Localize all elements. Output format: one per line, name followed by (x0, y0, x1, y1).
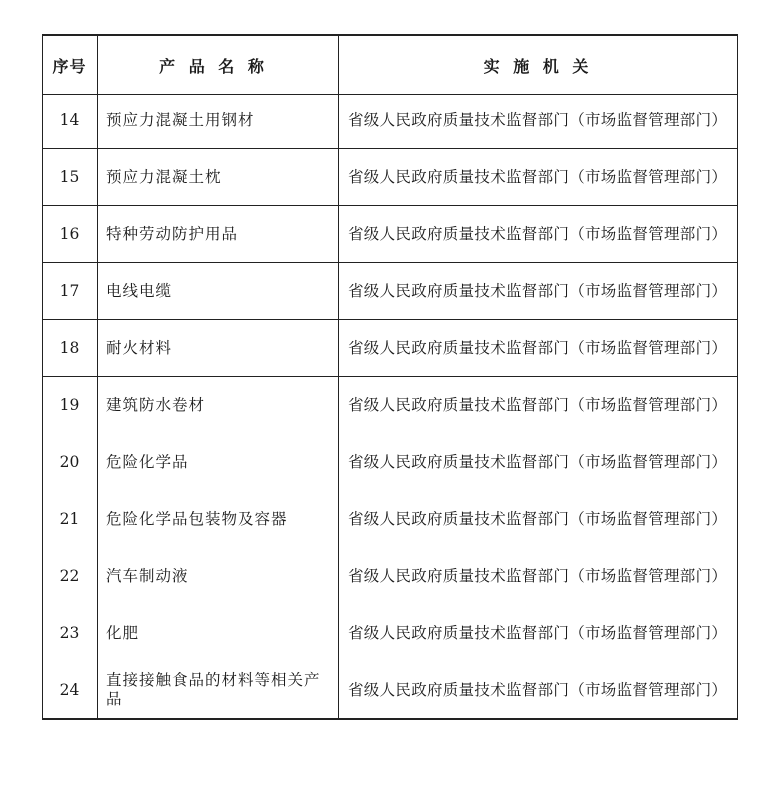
row-name: 危险化学品 (106, 453, 189, 471)
row-name-cell (97, 605, 338, 662)
header-name: 产 品 名 称 (159, 56, 268, 76)
header-no: 序号 (52, 56, 87, 76)
table-row (42, 434, 738, 491)
row-agency-cell (338, 92, 738, 148)
row-agency-cell (338, 491, 738, 548)
table-header (42, 34, 738, 95)
row-agency: 省级人民政府质量技术监督部门（市场监督管理部门） (348, 338, 728, 357)
row-no-cell (42, 662, 97, 718)
header-no-cell (42, 36, 97, 94)
row-no-cell (42, 548, 97, 605)
row-name: 特种劳动防护用品 (106, 224, 239, 243)
table-row (42, 548, 738, 605)
row-agency-cell (338, 206, 738, 262)
table-right-border (737, 34, 738, 720)
row-no: 20 (59, 453, 80, 471)
row-no: 23 (59, 624, 80, 642)
row-agency-cell (338, 149, 738, 205)
column-divider-1 (97, 34, 98, 720)
table-row (42, 263, 738, 320)
row-no-cell (42, 206, 97, 262)
table-row (42, 320, 738, 377)
row-no: 22 (59, 567, 80, 585)
row-no-cell (42, 605, 97, 662)
table-row (42, 206, 738, 263)
row-no-cell (42, 320, 97, 376)
row-agency: 省级人民政府质量技术监督部门（市场监督管理部门） (348, 167, 728, 186)
row-no: 16 (59, 224, 80, 243)
row-name: 预应力混凝土用钢材 (106, 110, 255, 129)
row-no: 24 (59, 680, 80, 699)
row-name-cell (97, 149, 338, 205)
table-row (42, 92, 738, 149)
row-name: 化肥 (106, 624, 140, 642)
row-agency: 省级人民政府质量技术监督部门（市场监督管理部门） (348, 453, 728, 471)
table-row (42, 662, 738, 718)
row-no-cell (42, 149, 97, 205)
row-name-cell (97, 491, 338, 548)
row-name-cell (97, 434, 338, 491)
row-agency: 省级人民政府质量技术监督部门（市场监督管理部门） (348, 510, 728, 528)
row-no: 19 (59, 396, 80, 414)
row-name: 直接接触食品的材料等相关产品 (106, 671, 321, 708)
row-name-cell (97, 377, 338, 434)
row-agency-cell (338, 662, 738, 718)
row-name-cell (97, 92, 338, 148)
row-no: 21 (59, 510, 80, 528)
row-agency-cell (338, 548, 738, 605)
row-no: 14 (59, 110, 80, 129)
row-name: 电线电缆 (106, 281, 173, 300)
header-name-cell (97, 36, 338, 94)
row-agency: 省级人民政府质量技术监督部门（市场监督管理部门） (348, 567, 728, 585)
row-name: 危险化学品包装物及容器 (106, 510, 288, 528)
row-agency: 省级人民政府质量技术监督部门（市场监督管理部门） (348, 396, 728, 414)
row-name-cell (97, 263, 338, 319)
row-no-cell (42, 92, 97, 148)
header-agency-cell (338, 36, 738, 94)
table-row (42, 149, 738, 206)
row-name-cell (97, 662, 338, 718)
row-agency: 省级人民政府质量技术监督部门（市场监督管理部门） (348, 281, 728, 300)
row-agency: 省级人民政府质量技术监督部门（市场监督管理部门） (348, 224, 728, 243)
row-no: 18 (59, 338, 80, 357)
row-name: 建筑防水卷材 (106, 396, 206, 414)
table-row (42, 605, 738, 662)
header-agency: 实 施 机 关 (483, 56, 593, 76)
row-agency-cell (338, 377, 738, 434)
row-name-cell (97, 320, 338, 376)
row-name-cell (97, 206, 338, 262)
row-name: 汽车制动液 (106, 567, 189, 585)
row-no-cell (42, 377, 97, 434)
row-name: 耐火材料 (106, 338, 173, 357)
row-no: 17 (59, 281, 80, 300)
row-agency-cell (338, 434, 738, 491)
row-agency-cell (338, 605, 738, 662)
row-name: 预应力混凝土枕 (106, 167, 222, 186)
row-no-cell (42, 434, 97, 491)
row-agency: 省级人民政府质量技术监督部门（市场监督管理部门） (348, 624, 728, 642)
row-agency: 省级人民政府质量技术监督部门（市场监督管理部门） (348, 680, 728, 699)
row-agency-cell (338, 320, 738, 376)
table-row (42, 377, 738, 434)
row-agency: 省级人民政府质量技术监督部门（市场监督管理部门） (348, 110, 728, 129)
table-row (42, 491, 738, 548)
row-agency-cell (338, 263, 738, 319)
row-no-cell (42, 491, 97, 548)
table-left-border (42, 34, 43, 720)
table-bottom-border (42, 718, 738, 720)
row-name-cell (97, 548, 338, 605)
row-no-cell (42, 263, 97, 319)
row-no: 15 (59, 167, 80, 186)
column-divider-2 (338, 34, 339, 720)
